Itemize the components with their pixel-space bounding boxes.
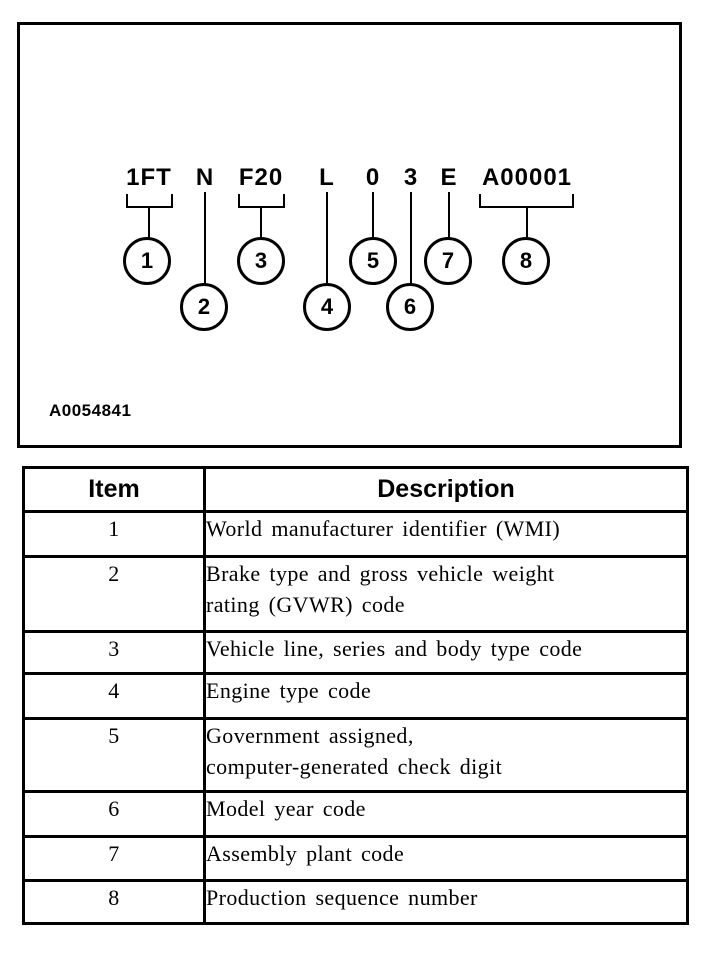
callout-circle-2 xyxy=(180,283,228,331)
item-description xyxy=(205,837,688,881)
item-description xyxy=(205,674,688,719)
item-number: 3 xyxy=(24,632,205,674)
table-row xyxy=(24,512,688,557)
description-line: Engine type code xyxy=(206,678,372,703)
item-description xyxy=(205,632,688,674)
vin-description-table xyxy=(22,466,689,925)
callout-number: 4 xyxy=(320,294,334,319)
callout-circle-1 xyxy=(123,237,171,285)
callout-circle-3 xyxy=(237,237,285,285)
table-row xyxy=(24,837,688,881)
description-line: rating (GVWR) code xyxy=(206,592,405,617)
vin-segment-sequence: A00001 xyxy=(481,164,573,191)
description-line: Production sequence number xyxy=(206,885,478,910)
description-line: Model year code xyxy=(206,796,366,821)
item-number: 8 xyxy=(24,881,205,924)
table-row xyxy=(24,719,688,792)
item-number: 1 xyxy=(24,512,205,557)
callout-line-2 xyxy=(204,192,206,285)
callout-number: 3 xyxy=(254,248,268,273)
vin-segment-plant: E xyxy=(440,164,458,191)
table-row xyxy=(24,674,688,719)
callout-line-6 xyxy=(410,192,412,285)
table-row xyxy=(24,557,688,632)
table-header-row xyxy=(24,468,688,512)
description-line: Government assigned, xyxy=(206,723,414,748)
item-description xyxy=(205,557,688,632)
description-line: Vehicle line, series and body type code xyxy=(206,636,583,661)
callout-number: 7 xyxy=(441,248,455,273)
description-line: Assembly plant code xyxy=(206,841,405,866)
vin-segment-brake: N xyxy=(195,164,215,191)
callout-number: 8 xyxy=(519,248,533,273)
callout-line-4 xyxy=(326,192,328,285)
callout-circle-6 xyxy=(386,283,434,331)
description-line: computer-generated check digit xyxy=(206,754,503,779)
table-row xyxy=(24,881,688,924)
item-description xyxy=(205,512,688,557)
callout-number: 6 xyxy=(403,294,417,319)
item-number: 5 xyxy=(24,719,205,792)
item-description xyxy=(205,881,688,924)
vin-segment-line: F20 xyxy=(238,164,284,191)
callout-line-7 xyxy=(448,192,450,239)
vin-segment-modelyear: 3 xyxy=(403,164,419,191)
callout-bracket-8 xyxy=(479,194,574,208)
vin-segment-wmi: 1FT xyxy=(126,164,172,191)
vin-figure-frame xyxy=(17,22,682,448)
callout-circle-8 xyxy=(502,237,550,285)
vin-segment-engine: L xyxy=(319,164,335,191)
callout-line-1 xyxy=(148,208,150,239)
column-header-item: Item xyxy=(24,468,205,512)
callout-bracket-1 xyxy=(126,194,173,208)
item-description xyxy=(205,719,688,792)
item-number: 2 xyxy=(24,557,205,632)
item-number: 7 xyxy=(24,837,205,881)
item-number: 6 xyxy=(24,792,205,837)
description-line: World manufacturer identifier (WMI) xyxy=(206,516,561,541)
callout-circle-5 xyxy=(349,237,397,285)
item-number: 4 xyxy=(24,674,205,719)
callout-line-5 xyxy=(372,192,374,239)
callout-bracket-3 xyxy=(238,194,285,208)
callout-number: 1 xyxy=(140,248,154,273)
callout-line-8 xyxy=(526,208,528,239)
description-line: Brake type and gross vehicle weight xyxy=(206,561,555,586)
callout-circle-7 xyxy=(424,237,472,285)
column-header-description: Description xyxy=(205,468,688,512)
figure-reference-code: A0054841 xyxy=(49,401,132,420)
table-row xyxy=(24,632,688,674)
callout-circle-4 xyxy=(303,283,351,331)
vin-segment-checkdigit: 0 xyxy=(365,164,381,191)
callout-number: 2 xyxy=(197,294,211,319)
item-description xyxy=(205,792,688,837)
callout-line-3 xyxy=(260,208,262,239)
callout-number: 5 xyxy=(366,248,380,273)
table-row xyxy=(24,792,688,837)
